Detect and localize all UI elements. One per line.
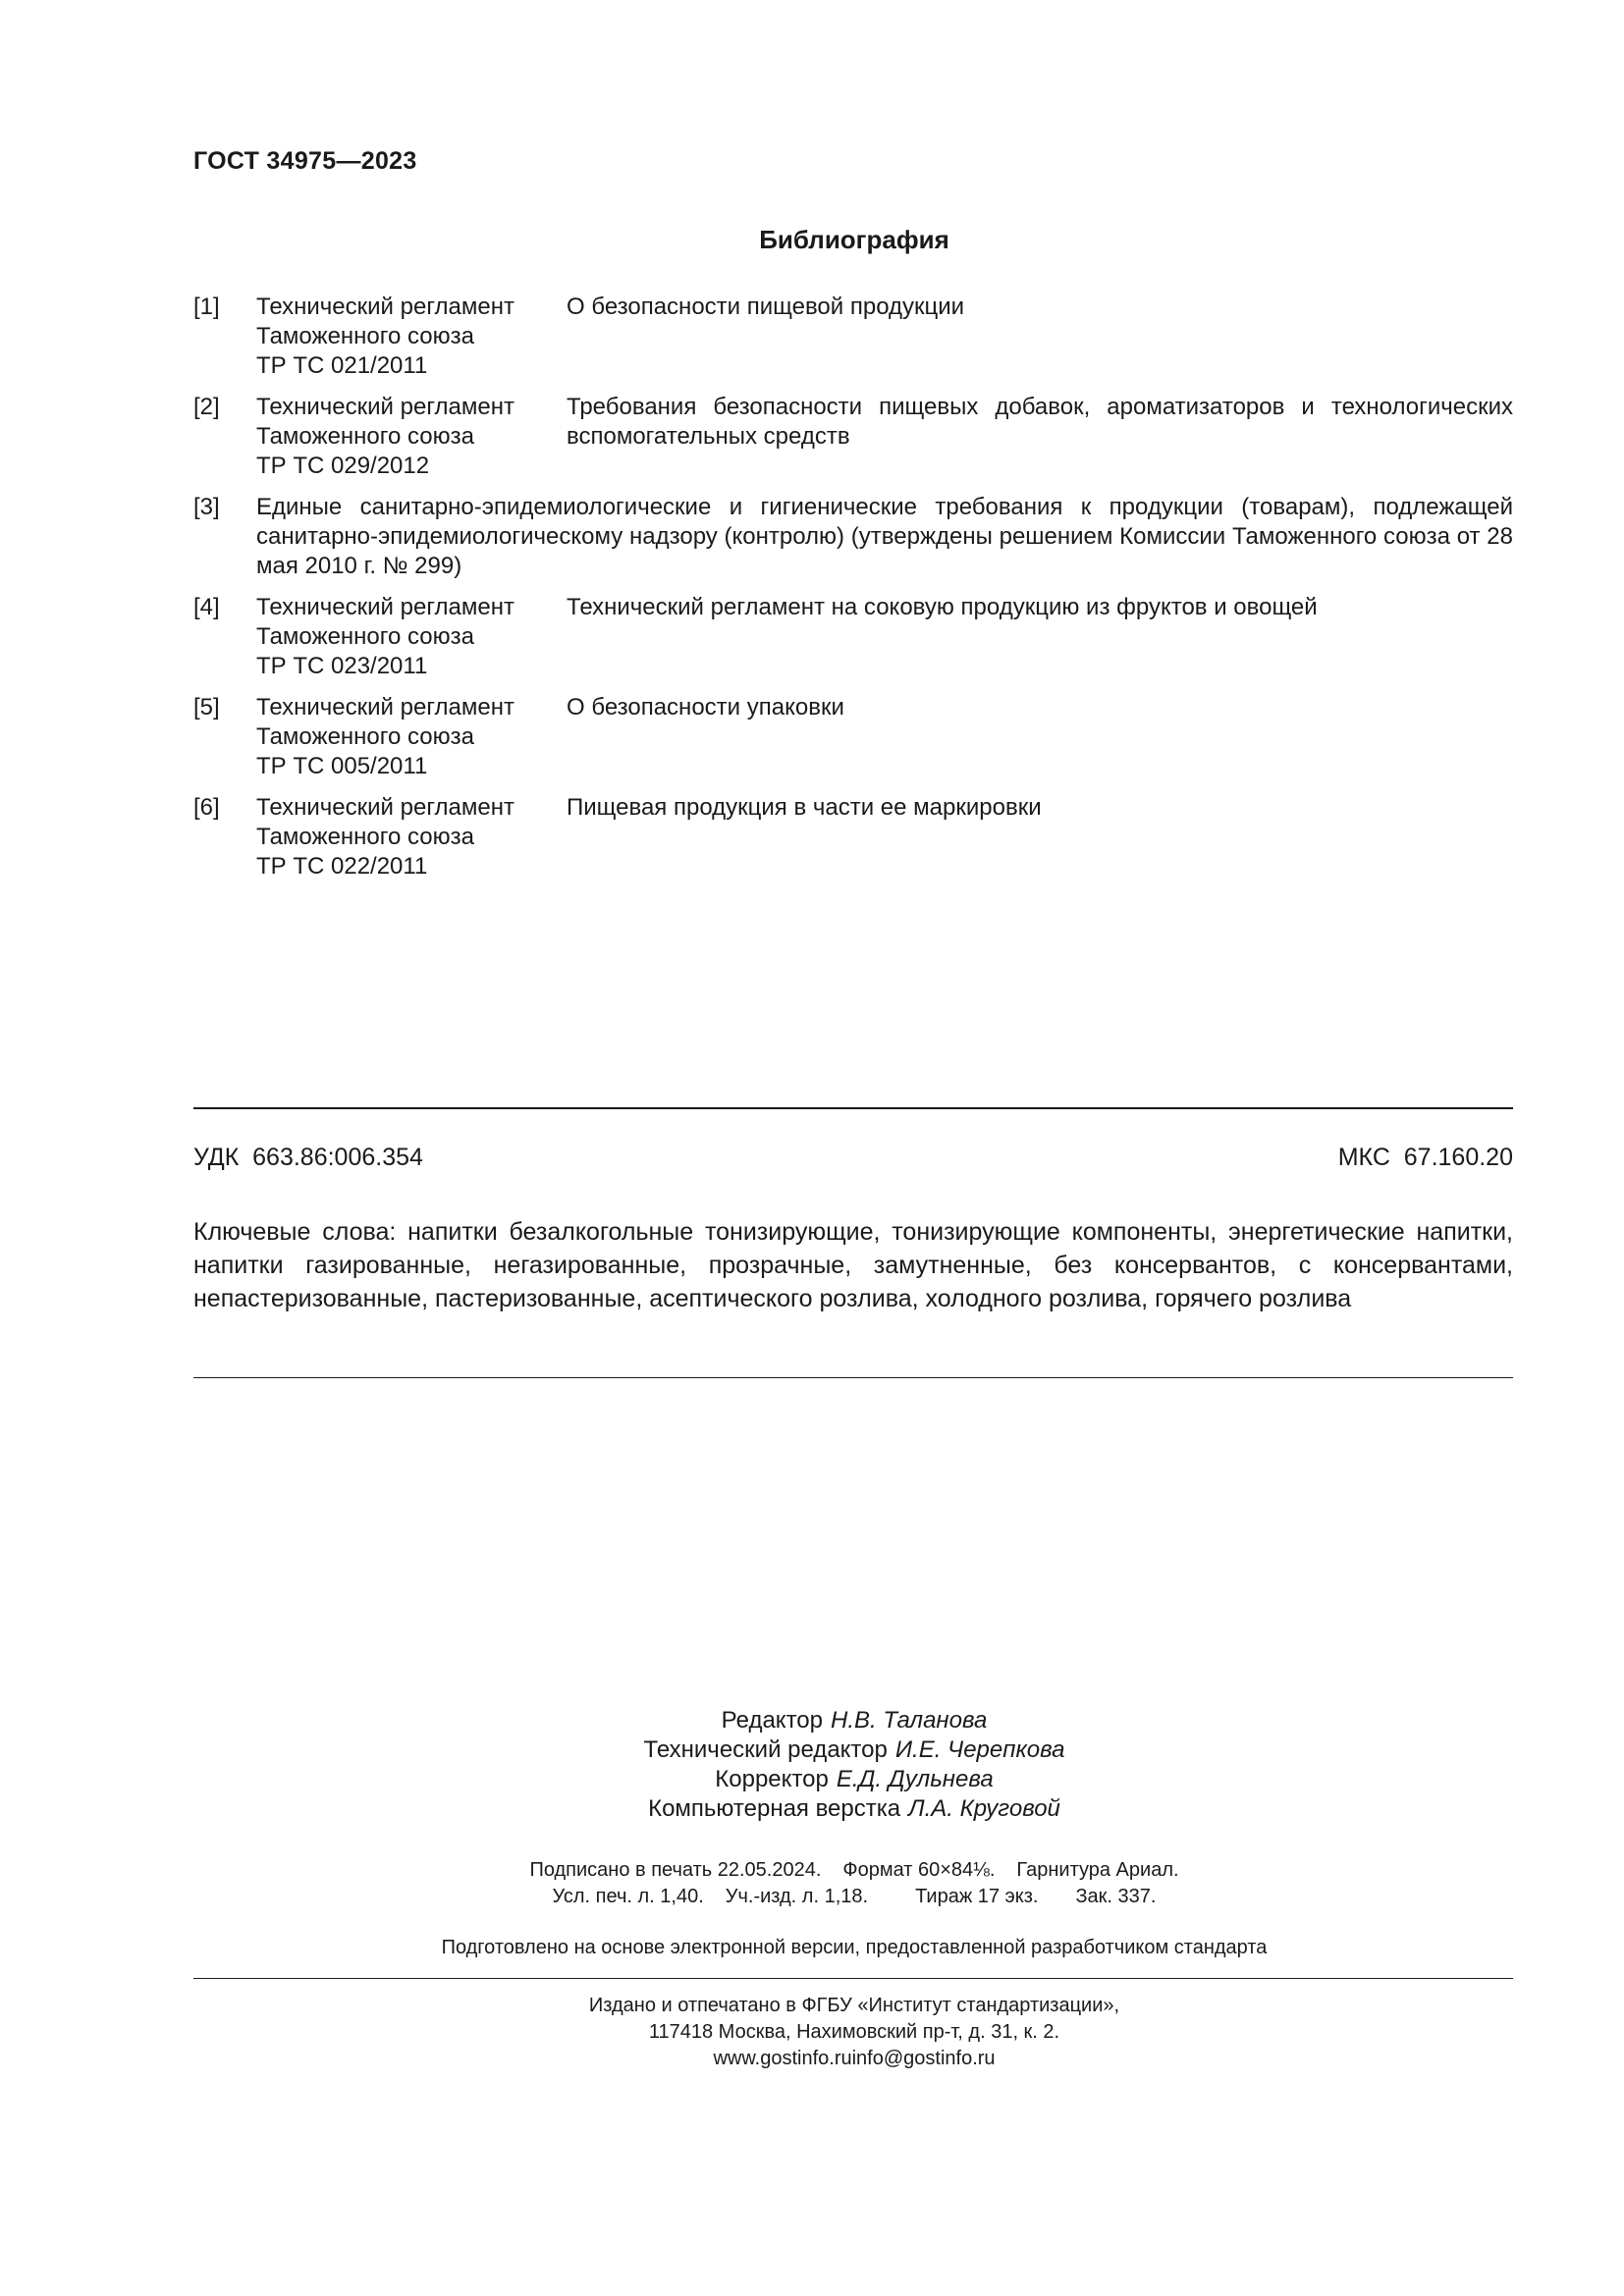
credit-name: И.Е. Черепкова [894,1736,1065,1763]
imprint-publisher: Издано и отпечатано в ФГБУ «Институт стандартизации», [588,1995,1120,2016]
credit-name: Н.В. Таланова [830,1707,988,1734]
bibliography-item-title: Требования безопасности пищевых добавок, ароматизаторов и технологических вспомогательных средств [567,394,1513,450]
imprint-contacts [0,2046,1624,2072]
print-font: Гарнитура Ариал. [1016,1859,1179,1881]
source-line: Таможенного союза [256,824,474,850]
divider [193,1377,1513,1378]
keywords: Ключевые слова: напитки безалкогольные тонизирующие, тонизирующие компоненты, энергетические напитки, напитки газированные, негазированные, прозрачные, замутненные, без консервантов, с консервантами, непастеризованные, пастеризованные, асептического розлива, холодного розлива, горячего розлива [193,1218,1513,1312]
bibliography-item [193,693,1513,781]
source-line: ТР ТС 023/2011 [256,653,428,679]
source-line: Технический регламент [256,694,514,721]
source-line: Таможенного союза [256,323,474,349]
print-signed: Подписано в печать 22.05.2024. [529,1859,822,1881]
credit-line [0,1765,1624,1794]
bibliography-item-number: [4] [193,594,220,620]
bibliography-item-number: [3] [193,494,220,520]
bibliography-heading: Библиография [759,225,949,254]
print-copies: Тираж 17 экз. [915,1886,1039,1907]
bibliography-item-title: О безопасности упаковки [567,694,844,721]
source-line: Технический регламент [256,394,514,420]
print-info-line [0,1884,1624,1910]
document-id: ГОСТ 34975—2023 [193,147,417,175]
credit-role: Компьютерная верстка [648,1795,901,1822]
bibliography-item-title: Технический регламент на соковую продукцию из фруктов и овощей [567,594,1318,620]
source-line: Таможенного союза [256,423,474,450]
publisher-sheets: Уч.-изд. л. 1,18. [725,1886,869,1907]
source-line: Технический регламент [256,594,514,620]
credit-name: Л.А. Круговой [908,1795,1060,1822]
bibliography-item-title: О безопасности пищевой продукции [567,294,965,320]
divider [193,1107,1513,1109]
bibliography-item [193,493,1513,581]
source-line: Технический регламент [256,794,514,821]
bibliography-item-number: [5] [193,694,220,721]
bibliography-item-title: Пищевая продукция в части ее маркировки [567,794,1042,821]
credit-line [0,1735,1624,1765]
bibliography-item-source [256,593,561,681]
print-order: Зак. 337. [1075,1886,1157,1907]
prepared-note: Подготовлено на основе электронной версии, предоставленной разработчиком стандарта [441,1937,1268,1958]
bibliography-item-source [256,793,561,881]
print-info-line [0,1857,1624,1884]
credits-block [0,1706,1624,1824]
source-line: ТР ТС 022/2011 [256,853,428,880]
source-line: ТР ТС 005/2011 [256,753,428,779]
print-sheets: Усл. печ. л. 1,40. [552,1886,704,1907]
bibliography-item [193,393,1513,481]
credit-line [0,1794,1624,1824]
credit-name: Е.Д. Дульнева [836,1766,994,1792]
credit-role: Редактор [721,1707,823,1734]
email-link[interactable]: info@gostinfo.ru [851,2048,996,2069]
bibliography-item-number: [6] [193,794,220,821]
bibliography-item-full-text: Единые санитарно-эпидемиологические и гигиенические требования к продукции (товарам), подлежащей санитарно-эпидемиологическому надзору (контролю) (утверждены решением Комиссии Таможенного союза от 28 мая 2010 г. № 299) [256,494,1513,579]
bibliography-item-number: [2] [193,394,220,420]
source-line: Технический регламент [256,294,514,320]
credit-role: Технический редактор [643,1736,888,1763]
source-line: ТР ТС 029/2012 [256,453,430,479]
imprint-address: 117418 Москва, Нахимовский пр-т, д. 31, к. 2. [648,2021,1060,2043]
bibliography-item-source [256,693,561,781]
source-line: ТР ТС 021/2011 [256,352,428,379]
imprint-block [0,1993,1624,2072]
divider [193,1978,1513,1979]
bibliography-item [193,593,1513,681]
print-info [0,1857,1624,1910]
bibliography-item-source [256,393,561,481]
bibliography-item-source [256,293,561,381]
bibliography-list [193,293,1513,893]
website-link[interactable]: www.gostinfo.ru [713,2048,852,2069]
print-format: Формат 60×84⅛. [842,1859,996,1881]
udk-code: УДК 663.86:006.354 [193,1144,423,1171]
credit-role: Корректор [715,1766,829,1792]
mks-code: МКС 67.160.20 [1337,1144,1513,1171]
source-line: Таможенного союза [256,723,474,750]
bibliography-item [193,793,1513,881]
bibliography-item [193,293,1513,381]
credit-line [0,1706,1624,1735]
source-line: Таможенного союза [256,623,474,650]
bibliography-item-number: [1] [193,294,220,320]
